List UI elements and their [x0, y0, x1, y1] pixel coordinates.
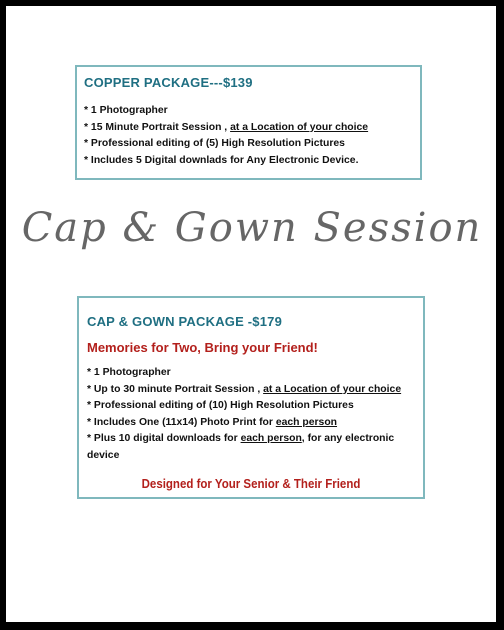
feature-item: * 1 Photographer: [84, 105, 168, 116]
capgown-footer-note: Designed for Your Senior & Their Friend: [141, 476, 361, 491]
feature-item: * Includes 5 Digital downlads for Any Electronic Device.: [84, 154, 359, 166]
each-person-note: each person: [240, 433, 302, 445]
feature-item: * 1 Photographer: [87, 367, 171, 378]
feature-item: * Professional editing of (5) High Resolution Pictures: [84, 138, 345, 150]
page-headline: Cap & Gown Session: [21, 205, 483, 251]
capgown-feature-list: [87, 365, 423, 465]
copper-package-title: COPPER PACKAGE---$139: [84, 75, 253, 90]
location-note: at a Location of your choice: [230, 121, 369, 133]
feature-item: * Professional editing of (10) High Resolution Pictures: [87, 400, 354, 412]
each-person-note: each person: [275, 416, 338, 428]
capgown-tagline: Memories for Two, Bring your Friend!: [87, 340, 318, 355]
feature-item: * Includes One (11x14) Photo Print for each person: [87, 416, 338, 428]
feature-item: * 15 Minute Portrait Session , at a Location of your choice: [84, 121, 369, 133]
location-note: at a Location of your choice: [263, 383, 402, 395]
copper-package-box: [75, 65, 422, 180]
capgown-package-title: CAP & GOWN PACKAGE -$179: [87, 314, 283, 329]
capgown-package-box: [77, 296, 425, 499]
copper-feature-list: [84, 103, 420, 169]
feature-item: * Plus 10 digital downloads for each person, for any electronic device: [87, 433, 395, 461]
feature-item: * Up to 30 minute Portrait Session , at a Location of your choice: [87, 383, 402, 395]
